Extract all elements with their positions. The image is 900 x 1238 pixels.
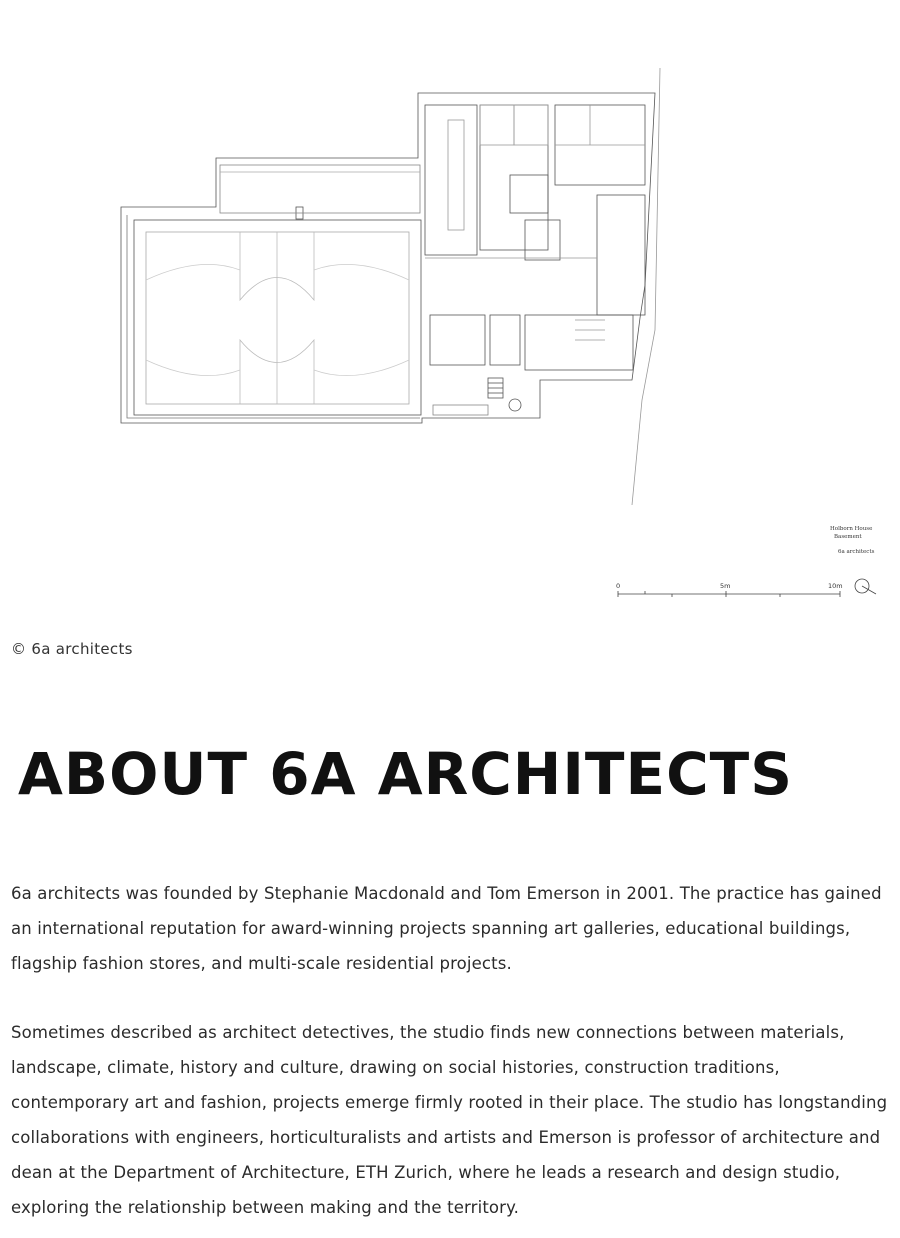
drawing-label-3: 6a architects [838,549,875,555]
image-caption: © 6a architects [11,640,133,658]
scale-label-10: 10m [828,582,843,590]
scale-label-0: 0 [616,582,621,590]
paragraph-intro: 6a architects was founded by Stephanie Macdonald and Tom Emerson in 2001. The practice has gained an international reputation for award-winning projects spanning art galleries, educational buildings, flagship fashion stores, and multi-scale residential projects. [11,884,882,973]
drawing-label-1: Holborn House [830,526,873,532]
scale-label-5: 5m [720,582,731,590]
section-heading: ABOUT 6A ARCHITECTS [18,740,794,808]
sports-hall [134,220,421,415]
drawing-label-2: Basement [834,534,862,540]
kitchen-room [425,105,477,255]
paragraph-description: Sometimes described as architect detectives, the studio finds new connections between materials, landscape, climate, history and culture, drawing on social histories, construction traditions, contemporary art and fashion, projects emerge firmly rooted in their place. The studio has longstanding collaborations with engineers, horticulturalists and artists and Emerson is professor of architecture and dean at the Department of Architecture, ETH Zurich, where he leads a research and design studio, exploring the relationship between making and the territory. [11,1023,888,1217]
